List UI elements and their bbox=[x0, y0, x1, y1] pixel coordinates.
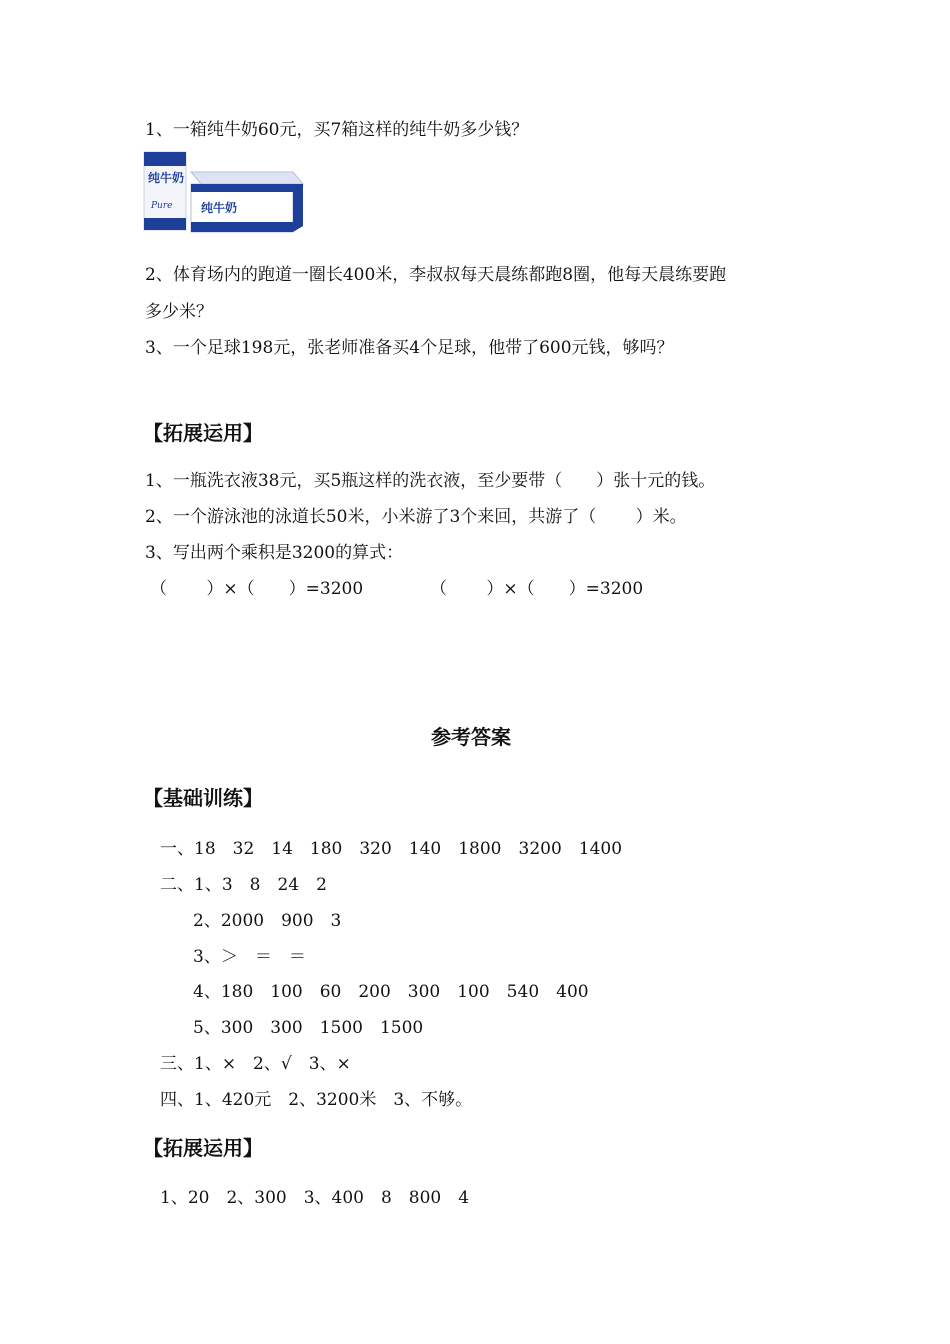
answers-extension: 1、20 2、300 3、400 8 800 4 bbox=[160, 1188, 470, 1208]
carton-script: Pure bbox=[151, 201, 173, 211]
answer-section-1: 一、18 32 14 180 320 140 1800 3200 1400 bbox=[160, 839, 623, 859]
carton-top-band bbox=[144, 152, 186, 166]
answers-extension-heading: 【拓展运用】 bbox=[143, 1136, 263, 1160]
answer-section-2-item-5: 5、300 300 1500 1500 bbox=[193, 1018, 424, 1038]
extension-q1: 1、一瓶洗衣液38元，买5瓶这样的洗衣液，至少要带（ ）张十元的钱。 bbox=[145, 471, 716, 491]
answer-section-2-item-4: 4、180 100 60 200 300 100 540 400 bbox=[193, 982, 589, 1002]
extension-q3: 3、写出两个乘积是3200的算式： bbox=[145, 543, 404, 563]
box-top bbox=[191, 172, 303, 184]
problem-2-line-1: 2、体育场内的跑道一圈长400米，李叔叔每天晨练都跑8圈，他每天晨练要跑 bbox=[145, 265, 727, 285]
milk-illustration bbox=[143, 150, 305, 234]
answers-title: 参考答案 bbox=[431, 725, 511, 749]
extension-q2: 2、一个游泳池的泳道长50米，小米游了3个来回，共游了（ ）米。 bbox=[145, 507, 687, 527]
box-top-band bbox=[191, 184, 293, 192]
problem-3: 3、一个足球198元，张老师准备买4个足球，他带了600元钱，够吗？ bbox=[145, 338, 674, 358]
box-label: 纯牛奶 bbox=[201, 201, 238, 215]
problem-1: 1、一箱纯牛奶60元，买7箱这样的纯牛奶多少钱？ bbox=[145, 120, 529, 140]
formula-blank-2: （ ）×（ ）=3200 bbox=[430, 579, 644, 599]
carton-bottom-band bbox=[144, 218, 186, 230]
formula-blank-1: （ ）×（ ）=3200 bbox=[150, 579, 364, 599]
milk-product-image bbox=[143, 150, 305, 234]
basic-training-heading: 【基础训练】 bbox=[143, 786, 263, 810]
problem-2-line-2: 多少米？ bbox=[145, 302, 213, 322]
box-bottom-band bbox=[191, 222, 293, 232]
carton-label: 纯牛奶 bbox=[148, 171, 185, 185]
answer-section-2-item-1: 二、1、3 8 24 2 bbox=[160, 875, 327, 895]
answer-section-2-item-2: 2、2000 900 3 bbox=[193, 911, 342, 931]
box-side bbox=[293, 184, 303, 232]
answer-section-3: 三、1、× 2、√ 3、× bbox=[160, 1054, 351, 1074]
answer-section-2-item-3: 3、＞ ＝ ＝ bbox=[193, 947, 306, 967]
answer-section-4: 四、1、420元 2、3200米 3、不够。 bbox=[160, 1090, 473, 1110]
extension-heading: 【拓展运用】 bbox=[143, 421, 263, 445]
